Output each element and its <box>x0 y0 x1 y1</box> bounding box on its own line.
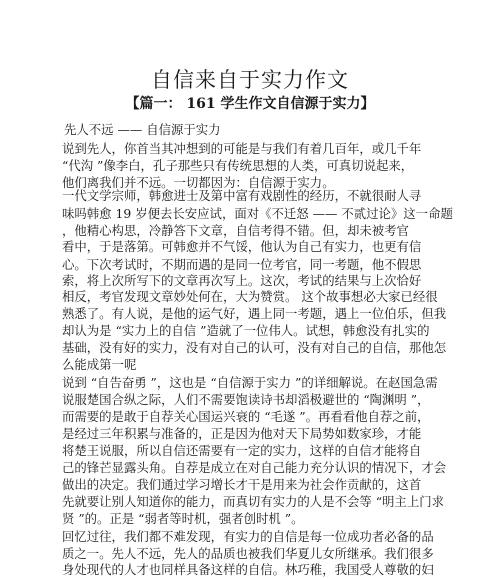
body-line: 熟悉了。有人说，是他的运气好，遇上同一考题，遇上一位伯乐，但我 <box>62 306 447 321</box>
document-title: 自信来自于实力作文 <box>151 68 349 92</box>
body-line: 么能成第一呢 <box>62 357 137 372</box>
body-line: 相反，考官发现文章妙处何在，大为赞赏。 这个故事想必大家已经很 <box>62 289 438 304</box>
body-line: 心。下次考试时，不期而遇的是同一位考官，同一考题，他不假思 <box>62 257 422 272</box>
body-line: 却认为是 “实力上的自信 ”造就了一位伟人。试想，韩愈没有扎实的 <box>62 323 430 338</box>
body-line: 索，将上次所写下的文章再次写上。这次，考试的结果与上次恰好 <box>62 273 422 288</box>
body-line: 说到 “自告奋勇 ”，这也是 “自信源于实力 ”的详细解说。在赵国急需 <box>62 375 438 390</box>
body-line: 先就要让别人知道你的能力，而真切有实力的人是不会等 “明主上门求 <box>62 494 444 509</box>
body-line: ，他精心构思，冷静答下文章，自信考得不错。但，却未被考官 <box>62 223 409 238</box>
body-line: 味吗韩愈 19 岁便去长安应试，面对《不迁怒 —— 不贰过论》这一命题 <box>62 206 453 221</box>
body-line: 一代文学宗师，韩愈进士及第中富有戏剧性的经历，不就很耐人寻 <box>62 188 422 203</box>
body-line: 己的锋芒显露头角。自荐是成立在对自己能力充分认识的情况下，才会 <box>62 460 447 475</box>
body-line: 回忆过往，我们都不难发现，有实力的自信是每一位成功者必备的品 <box>62 529 434 544</box>
body-line: 而需要的是敢于自荐关心国运兴衰的 “毛遂 ”。再看看他自荐之前， <box>62 409 430 424</box>
body-line: 做出的决定。我们通过学习增长才干是用来为社会作贡献的，这首 <box>62 477 422 492</box>
body-line: 将楚王说服，所以自信还需要有一定的实力，这样的自信才能将自 <box>62 443 422 458</box>
body-line: 说服楚国合纵之际，人们不需要饱读诗书却滔极避世的 “陶渊明 ”， <box>62 392 430 407</box>
body-line: 贤 ”的。正是 “弱者等时机，强者创时机 ”。 <box>62 511 304 526</box>
body-line: 先人不远 —— 自信源于实力 <box>64 122 221 137</box>
body-line: 看中，于是落第。可韩愈并不气馁，他认为自己有实力，也更有信 <box>62 239 422 254</box>
document-subtitle: 【篇一： 161 学生作文自信源于实力】 <box>125 96 375 112</box>
body-line: 身处现代的人才也同样具备这样的自信。林巧稚，我国受人尊敬的妇 <box>62 562 434 577</box>
body-line: 是经过三年积累与准备的，正是因为他对天下局势如数家珍，才能 <box>62 426 422 441</box>
body-line: 基础，没有好的实力，没有对自己的认可，没有对自己的自信，那他怎 <box>62 340 447 355</box>
body-line: 他们离我们并不远。一切都因为：自信源于实力。 <box>62 175 335 190</box>
body-line: “代沟 ”像李白，孔子那些只有传统思想的人类，可真切说起来， <box>62 158 414 173</box>
body-line: 说到先人，你首当其冲想到的可能是与我们有着几百年，或几千年 <box>62 141 422 156</box>
body-line: 质之一。先人不远，先人的品质也被我们华夏儿女所继承。我们很多 <box>62 546 434 561</box>
